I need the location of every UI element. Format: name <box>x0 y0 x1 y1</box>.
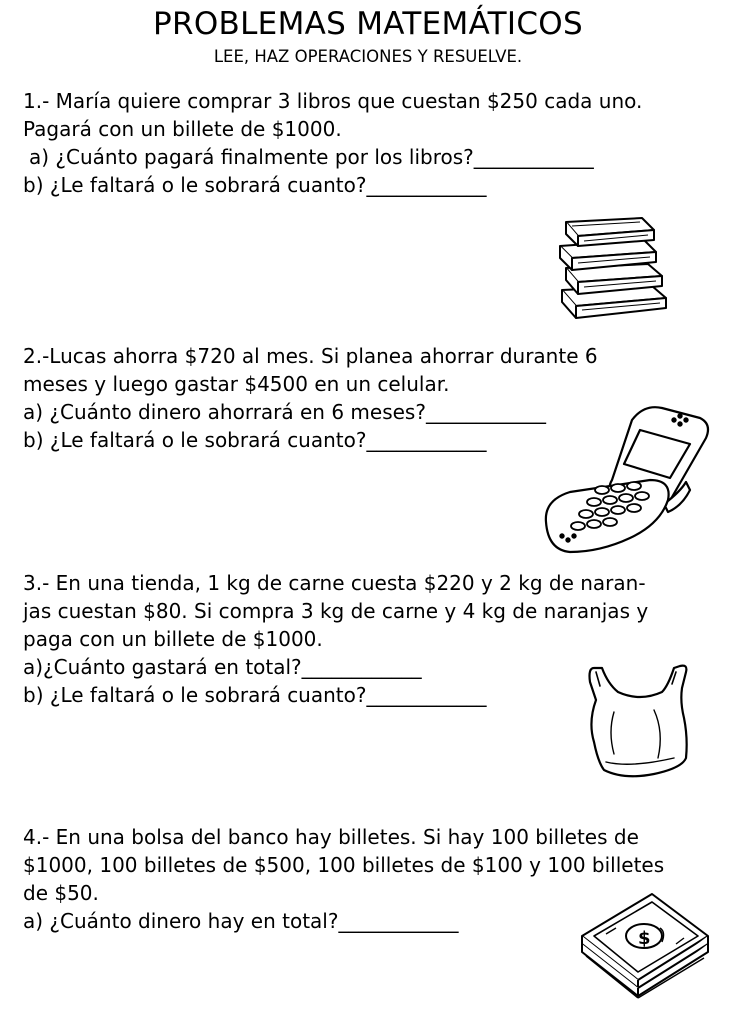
problem-2-text-line-1: 2.-Lucas ahorra $720 al mes. Si planea ahorrar durante 6 <box>23 344 598 368</box>
problem-4-question-a: a) ¿Cuánto dinero hay en total?____________ <box>23 909 459 933</box>
problem-2-question-b: b) ¿Le faltará o le sobrará cuanto?____________ <box>23 428 487 452</box>
problem-1-text-line-1: 1.- María quiere comprar 3 libros que cuestan $250 cada uno. <box>23 89 643 113</box>
plastic-bag-icon <box>584 662 694 780</box>
problem-3-text-line-1: 3.- En una tienda, 1 kg de carne cuesta $220 y 2 kg de naran- <box>23 571 646 595</box>
problem-1-text-line-2: Pagará con un billete de $1000. <box>23 117 342 141</box>
problem-3-question-a: a)¿Cuánto gastará en total?____________ <box>23 655 422 679</box>
money-stack-icon <box>576 888 712 1000</box>
problem-3-text-line-3: paga con un billete de $1000. <box>23 627 323 651</box>
problem-2-text-line-2: meses y luego gastar $4500 en un celular. <box>23 372 450 396</box>
problem-2-question-a: a) ¿Cuánto dinero ahorrará en 6 meses?____________ <box>23 400 546 424</box>
problem-4-text-line-3: de $50. <box>23 881 99 905</box>
problem-1-question-b: b) ¿Le faltará o le sobrará cuanto?____________ <box>23 173 487 197</box>
problem-3-text-line-2: jas cuestan $80. Si compra 3 kg de carne y 4 kg de naranjas y <box>23 599 649 623</box>
cellphone-icon <box>540 400 712 560</box>
problem-4-text-line-1: 4.- En una bolsa del banco hay billetes. Si hay 100 billetes de <box>23 825 639 849</box>
problem-3-question-b: b) ¿Le faltará o le sobrará cuanto?____________ <box>23 683 487 707</box>
page-subtitle: LEE, HAZ OPERACIONES Y RESUELVE. <box>213 47 523 66</box>
books-icon <box>552 206 672 322</box>
problem-4-text-line-2: $1000, 100 billetes de $500, 100 billetes de $100 y 100 billetes <box>23 853 665 877</box>
problem-1-question-a: a) ¿Cuánto pagará finalmente por los libros?____________ <box>29 145 594 169</box>
page-title: PROBLEMAS MATEMÁTICOS <box>153 6 583 42</box>
problem-1 <box>23 87 723 199</box>
svg-text:$: $ <box>638 928 651 949</box>
